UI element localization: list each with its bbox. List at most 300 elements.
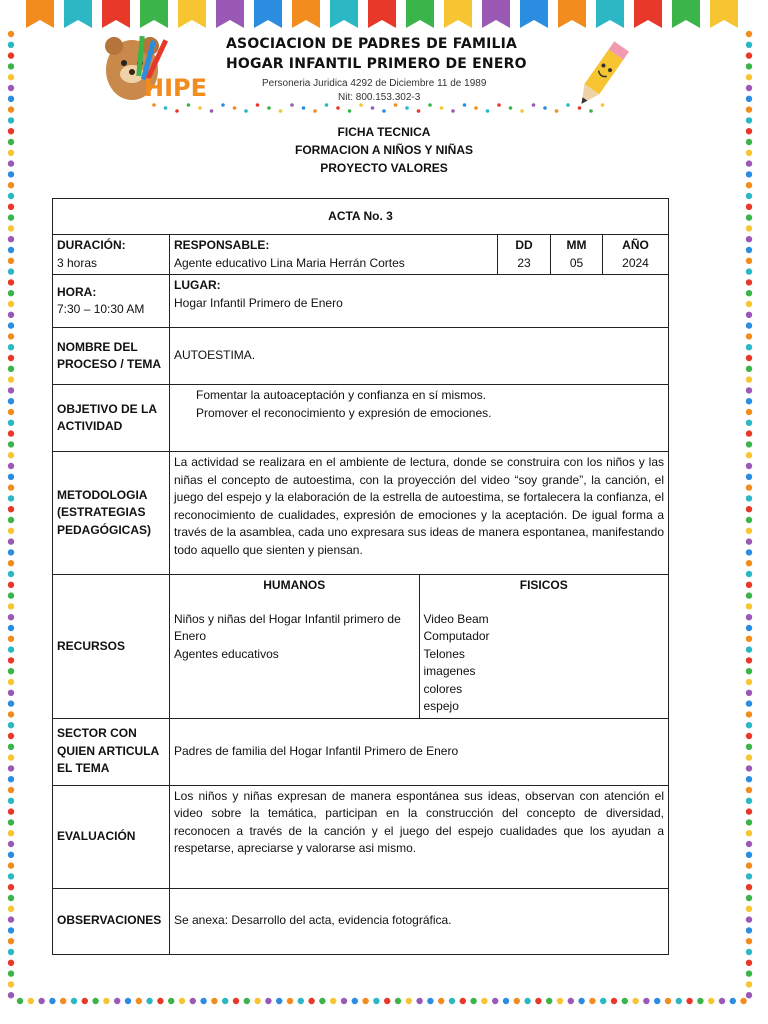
border-dot: [438, 998, 444, 1004]
bunting-flag: [520, 0, 548, 28]
border-dot: [460, 998, 466, 1004]
border-dot: [8, 592, 14, 598]
dd-value: 23: [517, 255, 531, 270]
border-dot: [746, 290, 752, 296]
border-dot: [200, 998, 206, 1004]
border-dot: [589, 998, 595, 1004]
fisicos-item: espejo: [423, 699, 459, 713]
nit-number: Nit: 800.153.302-3: [338, 92, 421, 103]
border-dot: [8, 873, 14, 879]
fisicos-item: Computador: [423, 629, 490, 643]
border-dot: [373, 998, 379, 1004]
border-dot: [8, 85, 14, 91]
border-dot: [8, 290, 14, 296]
border-dot: [8, 949, 14, 955]
border-dot: [746, 787, 752, 793]
border-dot: [746, 474, 752, 480]
border-dot: [746, 798, 752, 804]
heading-formacion: FORMACION A NIÑOS Y NIÑAS: [294, 143, 473, 157]
legal-status: Personeria Juridica 4292 de Diciembre 11 de 1989: [262, 78, 487, 89]
border-dot: [746, 592, 752, 598]
border-dot: [8, 52, 14, 58]
tema-label-line-2: PROCESO / TEMA: [57, 357, 162, 371]
border-dot: [8, 106, 14, 112]
border-dot: [427, 998, 433, 1004]
border-dot: [265, 998, 271, 1004]
confetti-dot: [290, 103, 294, 107]
bunting-flag: [444, 0, 472, 28]
border-dot: [8, 495, 14, 501]
mm-cell: [551, 235, 603, 275]
border-dot: [746, 204, 752, 210]
border-dot: [82, 998, 88, 1004]
metodologia-value: La actividad se realizara en el ambiente de lectura, donde se construira con los niños y las niñas el concepto de autoestima, con la proyección del video “soy grande”, la canción, el juego del espejo y la elaboración de la estrella de autoestima, se fortalecera la confianza, el reconocimiento de cualidades, expresión de emociones y la aceptación. De igual forma a través de la asamblea, cada uno expresara sus ideas de manera espontanea, manifestando todo aquello que sienten y piensan.: [170, 452, 669, 575]
border-dot: [8, 182, 14, 188]
border-dot: [746, 409, 752, 415]
border-dot: [233, 998, 239, 1004]
border-dot: [746, 765, 752, 771]
bunting-flag: [216, 0, 244, 28]
confetti-dot: [463, 103, 467, 107]
border-dot: [746, 247, 752, 253]
observaciones-label: OBSERVACIONES: [53, 888, 170, 954]
border-dot: [632, 998, 638, 1004]
border-dot: [746, 420, 752, 426]
border-dot: [114, 998, 120, 1004]
border-dot: [746, 52, 752, 58]
border-dot: [746, 538, 752, 544]
border-dot: [71, 998, 77, 1004]
anio-label: AÑO: [622, 238, 649, 252]
border-dot: [449, 998, 455, 1004]
responsable-value: Agente educativo Lina Maria Herrán Cortes: [174, 255, 405, 270]
border-dot: [8, 528, 14, 534]
border-dot: [746, 862, 752, 868]
confetti-dot: [497, 103, 501, 107]
border-dot: [8, 765, 14, 771]
border-dot: [8, 204, 14, 210]
confetti-dot: [428, 103, 432, 107]
objetivo-label-line-2: ACTIVIDAD: [57, 419, 123, 433]
confetti-dot: [233, 106, 237, 110]
border-dot: [611, 998, 617, 1004]
bunting-flag: [406, 0, 434, 28]
anio-value: 2024: [622, 255, 649, 270]
confetti-dot: [543, 106, 547, 110]
border-dot: [746, 830, 752, 836]
border-dot: [746, 495, 752, 501]
confetti-dot: [394, 103, 398, 107]
border-dot: [8, 225, 14, 231]
confetti-dot: [589, 109, 593, 113]
border-dot: [746, 312, 752, 318]
confetti-dot: [187, 103, 191, 107]
border-dot: [8, 409, 14, 415]
sector-value: Padres de familia del Hogar Infantil Primero de Enero: [170, 718, 669, 785]
confetti-dot: [221, 103, 225, 107]
border-dot: [746, 981, 752, 987]
border-dot: [676, 998, 682, 1004]
border-dot: [28, 998, 34, 1004]
border-dot: [746, 906, 752, 912]
border-dot: [578, 998, 584, 1004]
border-dot: [8, 776, 14, 782]
metodologia-label-line-1: METODOLOGIA: [57, 487, 148, 502]
bunting-flag: [596, 0, 624, 28]
fisicos-item: colores: [423, 681, 463, 696]
confetti-dot: [244, 109, 248, 113]
border-dot: [8, 970, 14, 976]
border-dot: [746, 279, 752, 285]
border-dot: [8, 679, 14, 685]
metodologia-label-line-2: (ESTRATEGIAS: [57, 505, 146, 520]
humanos-item: Agentes educativos: [174, 646, 279, 661]
tema-value: AUTOESTIMA.: [170, 328, 669, 385]
border-dot: [8, 420, 14, 426]
objetivo-item-1: Fomentar la autoaceptación y confianza en sí mismos.: [196, 388, 487, 402]
border-dot: [8, 63, 14, 69]
border-dot: [8, 387, 14, 393]
border-dot: [746, 949, 752, 955]
confetti-dot: [279, 109, 283, 113]
border-dot: [8, 441, 14, 447]
border-dot: [746, 268, 752, 274]
bunting-flag: [254, 0, 282, 28]
border-dot: [746, 852, 752, 858]
border-dot: [8, 722, 14, 728]
dd-cell: [498, 235, 551, 275]
border-dot: [406, 998, 412, 1004]
bunting-flag: [26, 0, 54, 28]
confetti-dot: [578, 106, 582, 110]
border-dot: [746, 668, 752, 674]
border-dot: [746, 31, 752, 37]
tema-label-line-1: NOMBRE DEL: [57, 339, 138, 354]
border-dot: [8, 42, 14, 48]
border-dot: [8, 938, 14, 944]
duracion-cell: [53, 235, 170, 275]
confetti-dot: [256, 103, 260, 107]
border-dot: [524, 998, 530, 1004]
responsable-cell: [170, 235, 498, 275]
border-dot: [746, 355, 752, 361]
border-dot: [8, 700, 14, 706]
border-dot: [746, 884, 752, 890]
border-dot: [746, 42, 752, 48]
border-dot: [746, 754, 752, 760]
bunting-flag: [634, 0, 662, 28]
border-dot: [8, 193, 14, 199]
border-dot: [8, 754, 14, 760]
border-dot: [276, 998, 282, 1004]
border-dot: [244, 998, 250, 1004]
confetti-dot: [371, 106, 375, 110]
sector-label: [53, 718, 170, 785]
lugar-value: Hogar Infantil Primero de Enero: [174, 295, 343, 310]
border-dot: [600, 998, 606, 1004]
border-dot: [254, 998, 260, 1004]
confetti-dot: [566, 103, 570, 107]
confetti-dot: [325, 103, 329, 107]
bunting-flag: [482, 0, 510, 28]
border-dot: [17, 998, 23, 1004]
observaciones-value: Se anexa: Desarrollo del acta, evidencia fotográfica.: [170, 888, 669, 954]
border-dot: [643, 998, 649, 1004]
border-dot: [8, 279, 14, 285]
confetti-dot: [164, 106, 168, 110]
hora-value: 7:30 – 10:30 AM: [57, 302, 145, 316]
border-dot: [8, 981, 14, 987]
border-dot: [8, 668, 14, 674]
border-dot: [746, 387, 752, 393]
border-dot: [8, 808, 14, 814]
border-dot: [352, 998, 358, 1004]
border-dot: [8, 884, 14, 890]
border-dot: [416, 998, 422, 1004]
border-dot: [746, 582, 752, 588]
lugar-label: LUGAR:: [174, 278, 221, 292]
objetivo-value: [170, 385, 669, 452]
border-dot: [8, 452, 14, 458]
border-dot: [8, 560, 14, 566]
border-dot: [8, 603, 14, 609]
confetti-dot: [302, 106, 306, 110]
border-dot: [746, 916, 752, 922]
border-dot: [746, 258, 752, 264]
confetti-dot: [451, 109, 455, 113]
tema-label: [53, 328, 170, 385]
confetti-dot: [152, 103, 156, 107]
confetti-dot: [474, 106, 478, 110]
document-heading: [0, 123, 768, 177]
border-dot: [190, 998, 196, 1004]
border-dot: [746, 711, 752, 717]
objetivo-item-2: Promover el reconocimiento y expresión de emociones.: [196, 405, 492, 420]
border-dot: [8, 841, 14, 847]
dotted-border-bottom: [14, 995, 749, 1007]
border-dot: [319, 998, 325, 1004]
logo-text: HIPE: [144, 74, 207, 102]
confetti-dot: [520, 109, 524, 113]
border-dot: [395, 998, 401, 1004]
border-dot: [8, 322, 14, 328]
border-dot: [8, 690, 14, 696]
border-dot: [8, 711, 14, 717]
bunting-flag: [292, 0, 320, 28]
border-dot: [746, 679, 752, 685]
bunting-flag: [64, 0, 92, 28]
dd-label: DD: [515, 238, 533, 252]
border-dot: [746, 636, 752, 642]
border-dot: [8, 301, 14, 307]
bunting-flag: [330, 0, 358, 28]
bunting-flag: [672, 0, 700, 28]
confetti-dot: [486, 109, 490, 113]
border-dot: [92, 998, 98, 1004]
mm-value: 05: [569, 255, 584, 270]
border-dot: [746, 895, 752, 901]
border-dot: [8, 733, 14, 739]
border-dot: [8, 538, 14, 544]
border-dot: [146, 998, 152, 1004]
border-dot: [746, 571, 752, 577]
bunting-flag: [140, 0, 168, 28]
border-dot: [8, 819, 14, 825]
border-dot: [8, 474, 14, 480]
metodologia-label: [53, 452, 170, 575]
border-dot: [8, 549, 14, 555]
border-dot: [746, 819, 752, 825]
confetti-dot: [440, 106, 444, 110]
border-dot: [8, 571, 14, 577]
bunting-flag: [368, 0, 396, 28]
bunting-flag: [710, 0, 738, 28]
border-dot: [746, 700, 752, 706]
border-dot: [503, 998, 509, 1004]
border-dot: [546, 998, 552, 1004]
lugar-cell: [170, 275, 669, 328]
border-dot: [8, 247, 14, 253]
sector-label-line-3: EL TEMA: [57, 761, 110, 776]
border-dot: [38, 998, 44, 1004]
border-dot: [665, 998, 671, 1004]
border-dot: [8, 268, 14, 274]
border-dot: [746, 960, 752, 966]
border-dot: [8, 376, 14, 382]
border-dot: [179, 998, 185, 1004]
sector-label-line-2: QUIEN ARTICULA: [57, 743, 160, 758]
border-dot: [287, 998, 293, 1004]
border-dot: [746, 841, 752, 847]
border-dot: [622, 998, 628, 1004]
bunting-flag: [102, 0, 130, 28]
recursos-humanos: [170, 575, 419, 718]
confetti-dot: [267, 106, 271, 110]
heading-proyecto: PROYECTO VALORES: [320, 161, 448, 175]
confetti-dot: [198, 106, 202, 110]
border-dot: [746, 106, 752, 112]
border-dot: [470, 998, 476, 1004]
border-dot: [746, 625, 752, 631]
border-dot: [8, 31, 14, 37]
anio-cell: [603, 235, 669, 275]
border-dot: [8, 74, 14, 80]
objetivo-label-line-1: OBJETIVO DE LA: [57, 401, 158, 416]
recursos-label: RECURSOS: [53, 575, 170, 719]
border-dot: [8, 862, 14, 868]
border-dot: [746, 549, 752, 555]
border-dot: [8, 582, 14, 588]
border-dot: [8, 744, 14, 750]
border-dot: [8, 506, 14, 512]
border-dot: [686, 998, 692, 1004]
border-dot: [8, 398, 14, 404]
recursos-fisicos: [419, 575, 669, 718]
border-dot: [8, 798, 14, 804]
bunting-flag: [178, 0, 206, 28]
confetti-dot: [336, 106, 340, 110]
bunting-decoration: [26, 0, 746, 32]
border-dot: [730, 998, 736, 1004]
border-dot: [8, 657, 14, 663]
border-dot: [719, 998, 725, 1004]
hora-cell: [53, 275, 170, 328]
border-dot: [341, 998, 347, 1004]
border-dot: [746, 528, 752, 534]
confetti-dot: [210, 109, 214, 113]
border-dot: [557, 998, 563, 1004]
border-dot: [8, 852, 14, 858]
border-dot: [746, 85, 752, 91]
border-dot: [746, 657, 752, 663]
border-dot: [746, 344, 752, 350]
border-dot: [8, 333, 14, 339]
border-dot: [8, 830, 14, 836]
border-dot: [708, 998, 714, 1004]
mm-label: MM: [566, 238, 587, 252]
border-dot: [746, 560, 752, 566]
border-dot: [746, 776, 752, 782]
acta-title: ACTA No. 3: [53, 199, 669, 235]
confetti-dot: [532, 103, 536, 107]
evaluacion-label: EVALUACIÓN: [53, 785, 170, 888]
association-name: [226, 34, 546, 74]
border-dot: [568, 998, 574, 1004]
bunting-flag: [558, 0, 586, 28]
border-dot: [8, 614, 14, 620]
confetti-dot: [382, 109, 386, 113]
border-dot: [136, 998, 142, 1004]
hora-label: HORA:: [57, 284, 97, 299]
border-dot: [746, 938, 752, 944]
confetti-dot: [175, 109, 179, 113]
recursos-cell: [170, 575, 669, 719]
acta-table: [52, 198, 669, 955]
border-dot: [746, 322, 752, 328]
border-dot: [8, 916, 14, 922]
border-dot: [535, 998, 541, 1004]
fisicos-item: Telones: [423, 646, 465, 661]
confetti-dot: [348, 109, 352, 113]
border-dot: [384, 998, 390, 1004]
border-dot: [697, 998, 703, 1004]
association-line-1: ASOCIACION DE PADRES DE FAMILIA: [226, 36, 518, 52]
confetti-dot: [509, 106, 513, 110]
border-dot: [746, 722, 752, 728]
border-dot: [8, 517, 14, 523]
border-dot: [746, 484, 752, 490]
border-dot: [746, 927, 752, 933]
border-dot: [211, 998, 217, 1004]
border-dot: [746, 646, 752, 652]
border-dot: [746, 430, 752, 436]
fisicos-item: imagenes: [423, 664, 476, 678]
border-dot: [8, 636, 14, 642]
association-line-2: HOGAR INFANTIL PRIMERO DE ENERO: [226, 56, 527, 72]
border-dot: [8, 236, 14, 242]
border-dot: [8, 214, 14, 220]
border-dot: [746, 463, 752, 469]
duracion-value: 3 horas: [57, 255, 98, 270]
border-dot: [8, 344, 14, 350]
border-dot: [8, 430, 14, 436]
border-dot: [746, 225, 752, 231]
border-dot: [8, 484, 14, 490]
border-dot: [60, 998, 66, 1004]
border-dot: [746, 301, 752, 307]
border-dot: [746, 506, 752, 512]
border-dot: [746, 376, 752, 382]
